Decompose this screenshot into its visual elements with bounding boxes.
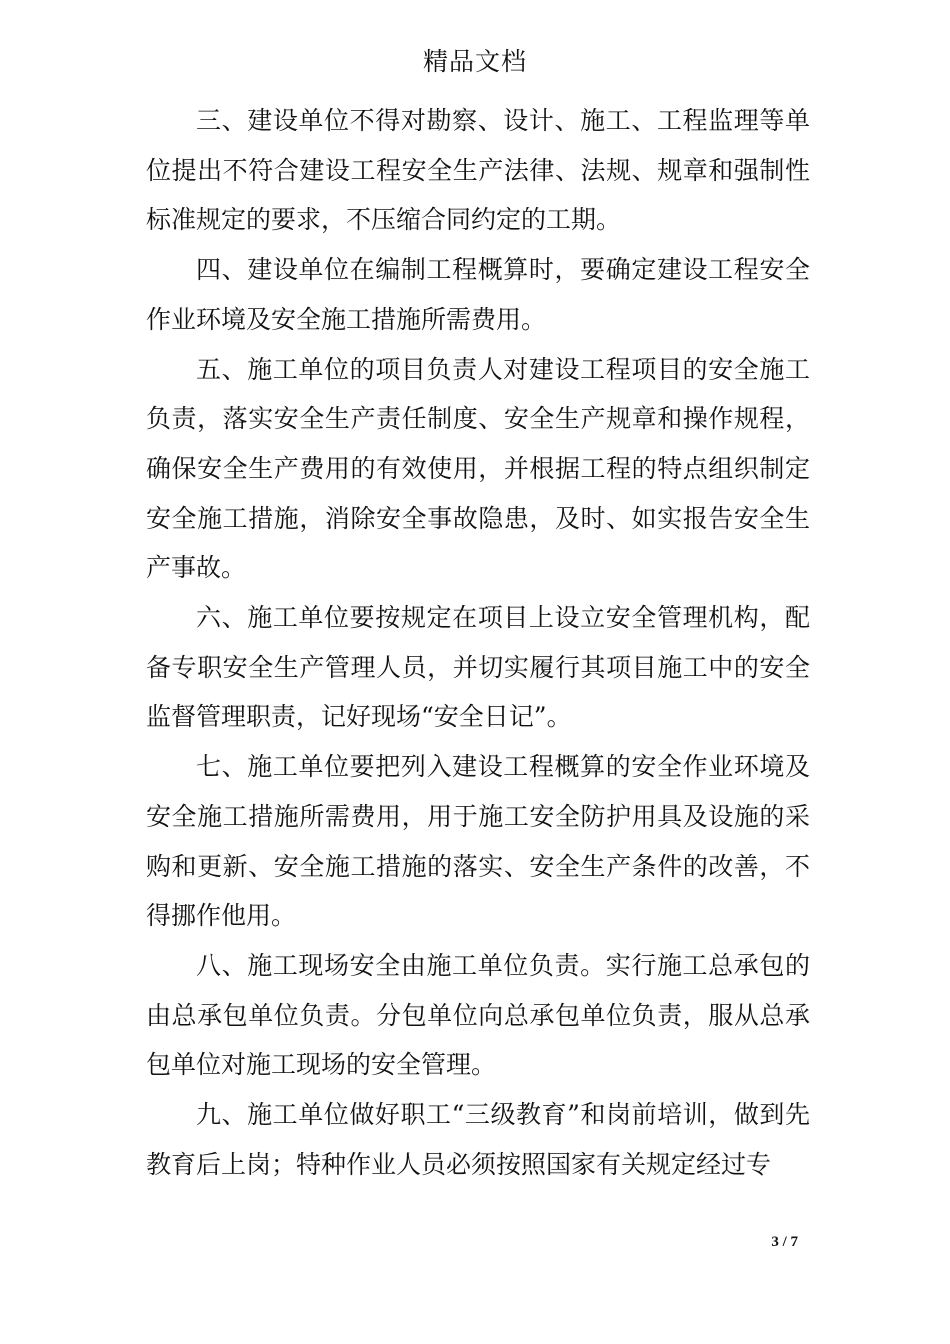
page-number: 3 / 7 [771, 1234, 798, 1250]
page-header-title: 精品文档 [422, 47, 527, 76]
document-body [146, 96, 810, 1189]
paragraph-5: 五、施工单位的项目负责人对建设工程项目的安全施工负责，落实安全生产责任制度、安全生产规章和操作规程，确保安全生产费用的有效使用，并根据工程的特点组织制定安全施工措施，消除安全事故隐患，及时、如实报告安全生产事故。 [146, 354, 810, 583]
paragraph-9: 九、施工单位做好职工“三级教育”和岗前培训，做到先教育后上岗；特种作业人员必须按照国家有关规定经过专 [146, 1100, 810, 1179]
paragraph-3: 三、建设单位不得对勘察、设计、施工、工程监理等单位提出不符合建设工程安全生产法律、法规、规章和强制性标准规定的要求，不压缩合同约定的工期。 [146, 106, 810, 235]
paragraph-6: 六、施工单位要按规定在项目上设立安全管理机构，配备专职安全生产管理人员，并切实履行其项目施工中的安全监督管理职责，记好现场“安全日记”。 [146, 603, 810, 732]
paragraph-4: 四、建设单位在编制工程概算时，要确定建设工程安全作业环境及安全施工措施所需费用。 [146, 255, 810, 334]
paragraph-7: 七、施工单位要把列入建设工程概算的安全作业环境及安全施工措施所需费用，用于施工安全防护用具及设施的采购和更新、安全施工措施的落实、安全生产条件的改善，不得挪作他用。 [146, 752, 810, 931]
paragraph-8: 八、施工现场安全由施工单位负责。实行施工总承包的由总承包单位负责。分包单位向总承包单位负责，服从总承包单位对施工现场的安全管理。 [146, 950, 810, 1080]
